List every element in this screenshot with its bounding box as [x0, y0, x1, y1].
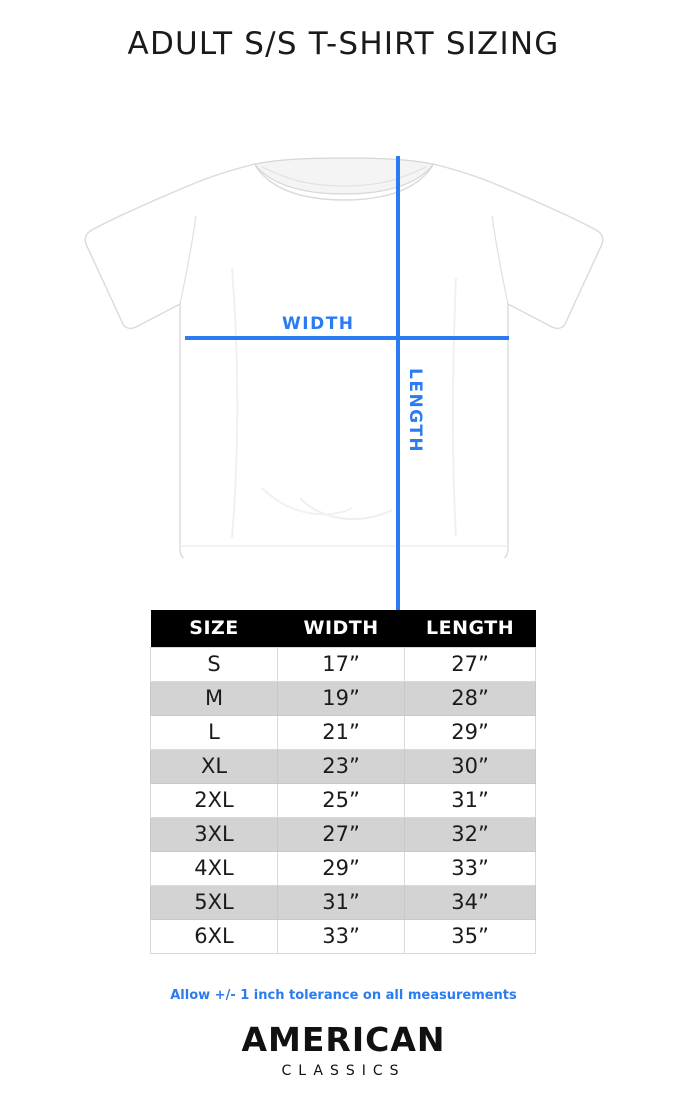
tshirt-illustration	[0, 68, 687, 558]
cell-width: 27”	[278, 818, 405, 852]
table-row	[151, 648, 536, 682]
column-header-size: SIZE	[151, 610, 278, 648]
table-header-row	[151, 610, 536, 648]
cell-length: 32”	[405, 818, 536, 852]
table-row	[151, 920, 536, 954]
length-label: LENGTH	[405, 368, 425, 454]
cell-width: 31”	[278, 886, 405, 920]
cell-width: 25”	[278, 784, 405, 818]
cell-length: 28”	[405, 682, 536, 716]
cell-length: 27”	[405, 648, 536, 682]
tolerance-note: Allow +/- 1 inch tolerance on all measurements	[170, 988, 517, 1003]
table-row	[151, 852, 536, 886]
cell-length: 31”	[405, 784, 536, 818]
table-row	[151, 716, 536, 750]
brand-tagline: CLASSICS	[281, 1063, 406, 1079]
cell-length: 33”	[405, 852, 536, 886]
cell-size: S	[151, 648, 278, 682]
cell-width: 29”	[278, 852, 405, 886]
page-title: ADULT S/S T-SHIRT SIZING	[127, 26, 560, 62]
table-row	[151, 682, 536, 716]
cell-width: 19”	[278, 682, 405, 716]
length-measure-line	[396, 156, 400, 629]
cell-length: 30”	[405, 750, 536, 784]
cell-size: 4XL	[151, 852, 278, 886]
size-chart-table	[150, 610, 536, 954]
table-row	[151, 784, 536, 818]
column-header-width: WIDTH	[278, 610, 405, 648]
cell-size: 3XL	[151, 818, 278, 852]
width-label: WIDTH	[282, 314, 355, 334]
cell-length: 35”	[405, 920, 536, 954]
cell-size: 6XL	[151, 920, 278, 954]
table-row	[151, 886, 536, 920]
brand-name: AMERICAN	[241, 1020, 446, 1059]
cell-width: 21”	[278, 716, 405, 750]
cell-size: 5XL	[151, 886, 278, 920]
cell-size: M	[151, 682, 278, 716]
column-header-length: LENGTH	[405, 610, 536, 648]
cell-width: 23”	[278, 750, 405, 784]
cell-length: 34”	[405, 886, 536, 920]
table-row	[151, 750, 536, 784]
tshirt-diagram	[0, 68, 687, 558]
width-measure-line	[185, 336, 509, 340]
cell-length: 29”	[405, 716, 536, 750]
brand-logo	[0, 1020, 687, 1079]
cell-width: 33”	[278, 920, 405, 954]
cell-size: 2XL	[151, 784, 278, 818]
table-row	[151, 818, 536, 852]
cell-size: L	[151, 716, 278, 750]
cell-width: 17”	[278, 648, 405, 682]
cell-size: XL	[151, 750, 278, 784]
